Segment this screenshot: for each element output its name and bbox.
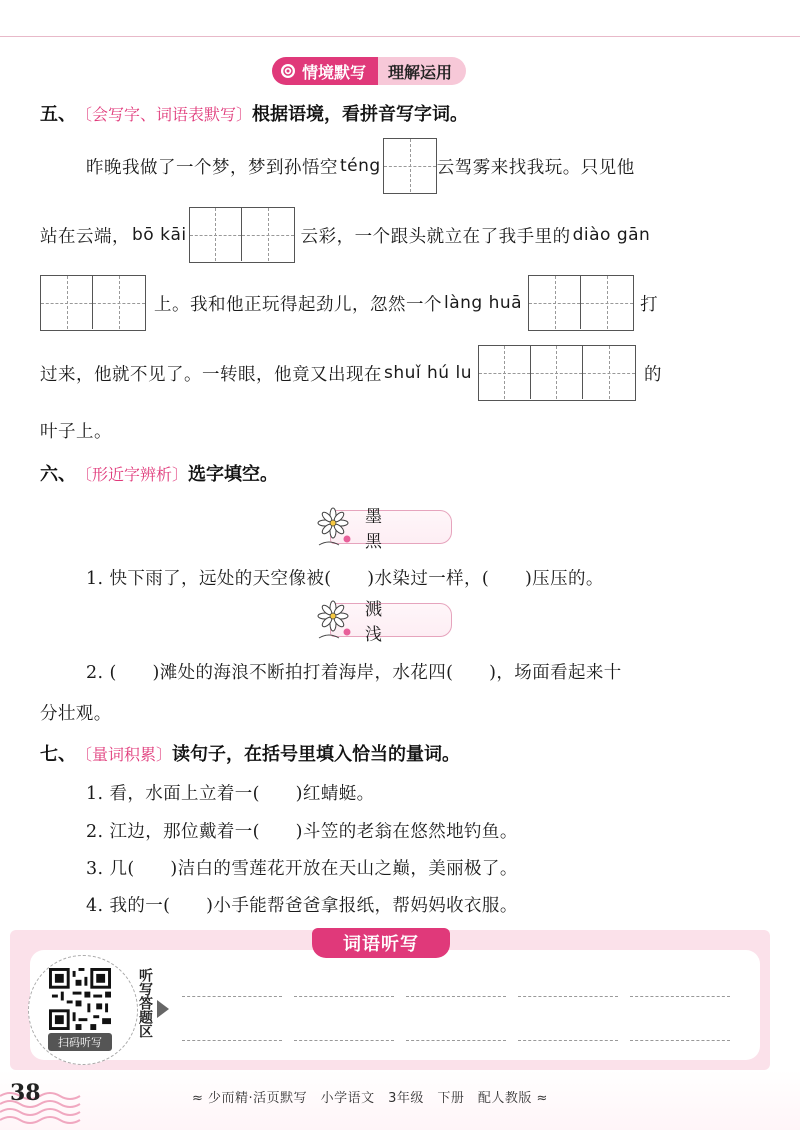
line2-text-b: 云彩，一个跟头就立在了我手里的 — [300, 226, 571, 247]
grid-cell[interactable] — [190, 208, 242, 261]
line3-text-a: 上。我和他正玩得起劲儿，忽然一个 — [154, 294, 442, 315]
answer-line[interactable] — [406, 1040, 506, 1041]
section7-bracket-open: 〔 — [76, 744, 93, 764]
answer-line[interactable] — [294, 1040, 394, 1041]
answer-area-label — [137, 968, 155, 1038]
answer-line[interactable] — [406, 996, 506, 997]
grid-cell[interactable] — [531, 346, 583, 399]
section7-question4: 4. 我的一( )小手能帮爸爸拿报纸，帮妈妈收衣服。 — [86, 896, 518, 916]
answer-line[interactable] — [630, 1040, 730, 1041]
section5-line2 — [40, 207, 652, 263]
section6-tag: 形近字辨析 — [92, 464, 173, 484]
medal-icon — [280, 63, 296, 79]
section5-line1 — [86, 138, 635, 194]
section6-question2b: 分壮观。 — [40, 704, 112, 724]
line2-pinyin-2: diào gān — [572, 225, 651, 245]
choice-words-1: 墨 黑 — [365, 507, 400, 552]
answer-line[interactable] — [630, 996, 730, 997]
grid-cell[interactable] — [41, 276, 93, 329]
answer-line[interactable] — [182, 1040, 282, 1041]
section6-question1: 1. 快下雨了，远处的天空像被( )水染过一样，( )压压的。 — [86, 569, 604, 589]
line1-pinyin: téng — [340, 156, 381, 176]
flower-icon — [315, 598, 359, 642]
line2-text-a: 站在云端， — [40, 226, 130, 247]
line1-text-b: 云驾雾来找我玩。只见他 — [436, 157, 635, 178]
line4-text-b: 的 — [643, 364, 662, 385]
section7-instruction: 读句子，在括号里填入恰当的量词。 — [172, 744, 461, 765]
section6-title — [40, 460, 278, 486]
flower-icon — [315, 505, 359, 549]
dictation-title: 词语听写 — [312, 928, 450, 958]
grid-cell[interactable] — [583, 346, 635, 399]
answer-grid-shuihulu[interactable] — [478, 345, 636, 401]
arrow-right-icon — [157, 1000, 169, 1018]
section5-line3 — [40, 275, 658, 331]
section-header-tag — [272, 57, 466, 85]
section6-number: 六、 — [40, 464, 76, 485]
answer-grid-langhua[interactable] — [528, 275, 634, 331]
section5-line5: 叶子上。 — [40, 422, 112, 442]
section5-title — [40, 100, 468, 126]
section5-line4 — [40, 345, 662, 401]
section7-bracket-close: 〕 — [156, 744, 173, 764]
line3-pinyin: làng huā — [444, 293, 523, 313]
section6-bracket-open: 〔 — [76, 464, 93, 484]
grid-cell[interactable] — [242, 208, 294, 261]
section7-title — [40, 740, 460, 766]
section7-tag: 量词积累 — [92, 744, 157, 764]
line4-pinyin: shuǐ hú lu — [384, 363, 472, 383]
qr-code-icon[interactable] — [49, 968, 111, 1030]
line4-text-a: 过来，他就不见了。一转眼，他竟又出现在 — [40, 364, 382, 385]
answer-line[interactable] — [518, 1040, 618, 1041]
top-divider — [0, 36, 800, 37]
line1-text-a: 昨晚我做了一个梦，梦到孙悟空 — [86, 157, 338, 178]
answer-grid-teng[interactable] — [383, 138, 437, 194]
header-tag-right: 理解运用 — [378, 57, 466, 85]
header-tag-left-text: 情境默写 — [302, 62, 367, 82]
answer-line[interactable] — [518, 996, 618, 997]
answer-grid-bokai[interactable] — [189, 207, 295, 263]
section6-question2a: 2. ( )滩处的海浪不断拍打着海岸，水花四( )，场面看起来十 — [86, 663, 622, 683]
section7-question3: 3. 几( )洁白的雪莲花开放在天山之巅，美丽极了。 — [86, 859, 518, 879]
section5-bracket-close: 〕 — [236, 104, 253, 124]
grid-cell[interactable] — [529, 276, 581, 329]
footer-book-info: ≈ 少而精·活页默写 小学语文 3年级 下册 配人教版 ≈ — [192, 1091, 548, 1106]
section7-number: 七、 — [40, 744, 76, 765]
grid-cell[interactable] — [93, 276, 145, 329]
answer-line[interactable] — [294, 996, 394, 997]
section7-question2: 2. 江边，那位戴着一( )斗笠的老翁在悠然地钓鱼。 — [86, 822, 518, 842]
section6-instruction: 选字填空。 — [188, 464, 279, 485]
page-number: 38 — [10, 1080, 41, 1106]
answer-area-label-text: 听写答题区 — [137, 968, 153, 1038]
choice-words-2: 溅 浅 — [365, 600, 400, 645]
choice-box-1 — [330, 507, 452, 552]
header-tag-left — [272, 57, 378, 85]
answer-line[interactable] — [182, 996, 282, 997]
grid-cell[interactable] — [384, 139, 436, 192]
qr-label: 扫码听写 — [48, 1033, 112, 1051]
section5-number: 五、 — [40, 104, 76, 125]
grid-cell[interactable] — [479, 346, 531, 399]
line3-text-b: 打 — [640, 294, 659, 315]
choice-box-2 — [330, 600, 452, 645]
section7-question1: 1. 看，水面上立着一( )红蜻蜓。 — [86, 784, 375, 804]
answer-grid-diaogan[interactable] — [40, 275, 146, 331]
section6-bracket-close: 〕 — [172, 464, 189, 484]
section5-instruction: 根据语境，看拼音写字词。 — [252, 104, 469, 125]
line2-pinyin: bō kāi — [132, 225, 187, 245]
grid-cell[interactable] — [581, 276, 633, 329]
section5-tag: 会写字、词语表默写 — [92, 104, 237, 124]
section5-bracket-open: 〔 — [76, 104, 93, 124]
